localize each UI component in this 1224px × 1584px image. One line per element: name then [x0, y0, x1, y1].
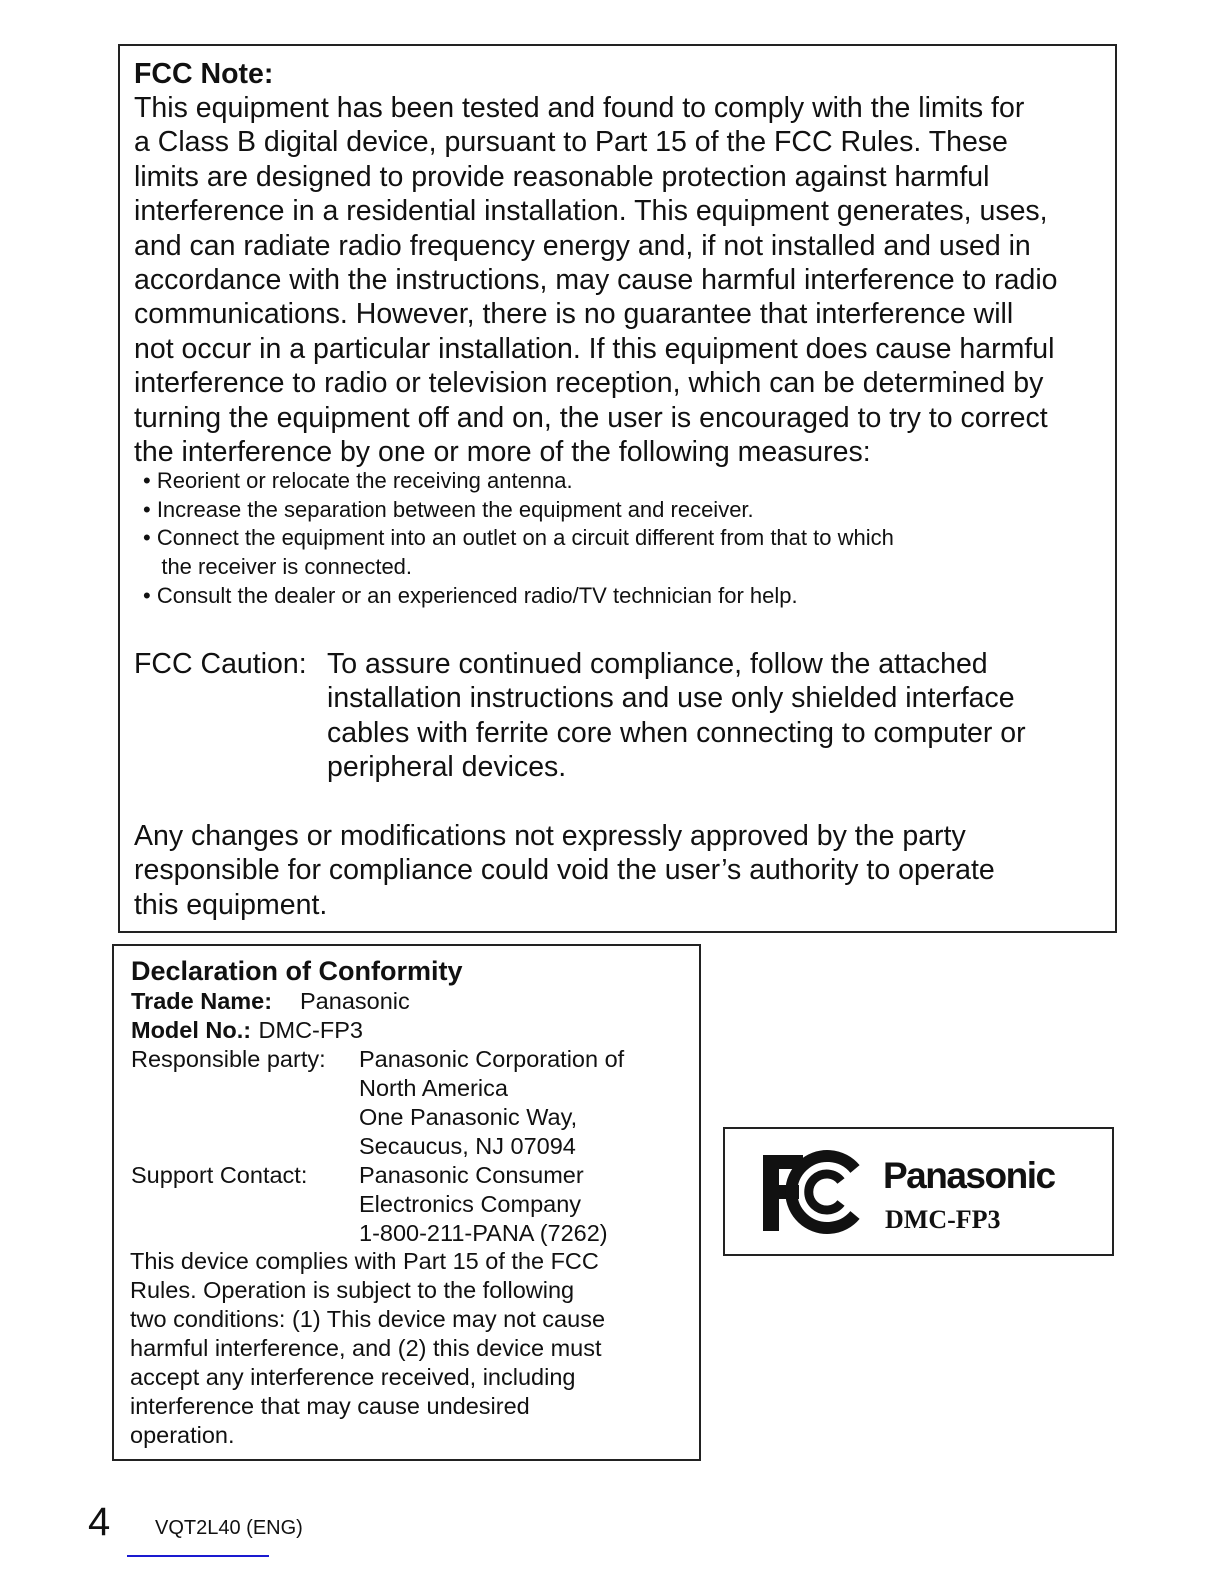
compliance-line: operation.: [130, 1422, 235, 1448]
paragraph-line: accordance with the instructions, may cause harmful interference to radio: [134, 264, 1058, 296]
paragraph-line: interference to radio or television reception, which can be determined by: [134, 367, 1044, 400]
paragraph-line: not occur in a particular installation. If this equipment does cause harmful: [134, 332, 1055, 365]
trade-name-value: Panasonic: [300, 988, 410, 1014]
responsible-party-line: One Panasonic Way,: [359, 1104, 578, 1130]
model-label: Model No.:: [131, 1017, 252, 1043]
changes-line: Any changes or modifications not expressly approved by the party: [134, 820, 966, 852]
paragraph-line: the interference by one or more of the following measures:: [134, 436, 871, 468]
compliance-line: harmful interference, and (2) this device must: [130, 1335, 602, 1361]
paragraph-line: interference in a residential installation. This equipment generates, uses,: [134, 195, 1048, 228]
compliance-line: accept any interference received, including: [130, 1364, 576, 1390]
fcc-note-title: FCC Note:: [134, 58, 274, 90]
paragraph-line: and can radiate radio frequency energy and, if not installed and used in: [134, 229, 1031, 262]
caution-line: installation instructions and use only shielded interface: [327, 682, 1015, 715]
caution-line: cables with ferrite core when connecting to computer or: [327, 716, 1026, 749]
fcc-logo-box: [723, 1127, 1114, 1256]
bullet-item: • Consult the dealer or an experienced radio/TV technician for help.: [143, 582, 798, 608]
paragraph-line: This equipment has been tested and found to comply with the limits for: [134, 92, 1025, 124]
model-label: DMC-FP3: [885, 1205, 1001, 1234]
caution-line: To assure continued compliance, follow the attached: [327, 648, 988, 680]
document-code: VQT2L40 (ENG): [155, 1517, 303, 1539]
support-contact-line: 1-800-211-PANA (7262): [359, 1220, 608, 1246]
declaration-title: Declaration of Conformity: [131, 956, 463, 986]
brand-logo: Panasonic: [883, 1155, 1055, 1196]
model-value: DMC-FP3: [252, 1017, 363, 1043]
paragraph-line: limits are designed to provide reasonable protection against harmful: [134, 160, 990, 193]
compliance-line: This device complies with Part 15 of the FCC: [130, 1248, 599, 1274]
responsible-party-line: North America: [359, 1075, 508, 1101]
responsible-party-label: Responsible party:: [131, 1046, 326, 1072]
trade-name-label: Trade Name:: [131, 988, 273, 1014]
changes-line: this equipment.: [134, 888, 328, 921]
support-contact-label: Support Contact:: [131, 1162, 308, 1188]
paragraph-line: communications. However, there is no guarantee that interference will: [134, 298, 1014, 331]
fcc-logo-icon: [755, 1147, 865, 1237]
support-contact-line: Electronics Company: [359, 1191, 582, 1217]
page-number: 4: [88, 1500, 111, 1544]
compliance-line: two conditions: (1) This device may not cause: [130, 1306, 606, 1332]
compliance-line: interference that may cause undesired: [130, 1393, 530, 1419]
bullet-item: • Reorient or relocate the receiving antenna.: [143, 468, 573, 493]
bullet-item: the receiver is connected.: [143, 554, 413, 580]
responsible-party-line: Panasonic Corporation of: [359, 1046, 625, 1072]
changes-line: responsible for compliance could void the user’s authority to operate: [134, 854, 995, 887]
caution-label: FCC Caution:: [134, 648, 307, 680]
caution-line: peripheral devices.: [327, 751, 567, 784]
support-contact-line: Panasonic Consumer: [359, 1162, 584, 1188]
footer-rule: [127, 1555, 269, 1557]
responsible-party-line: Secaucus, NJ 07094: [359, 1133, 576, 1159]
bullet-item: • Increase the separation between the equipment and receiver.: [143, 496, 754, 522]
compliance-line: Rules. Operation is subject to the following: [130, 1277, 575, 1303]
paragraph-line: turning the equipment off and on, the user is encouraged to try to correct: [134, 401, 1048, 434]
bullet-item: • Connect the equipment into an outlet on a circuit different from that to which: [143, 525, 894, 551]
paragraph-line: a Class B digital device, pursuant to Part 15 of the FCC Rules. These: [134, 126, 1008, 159]
